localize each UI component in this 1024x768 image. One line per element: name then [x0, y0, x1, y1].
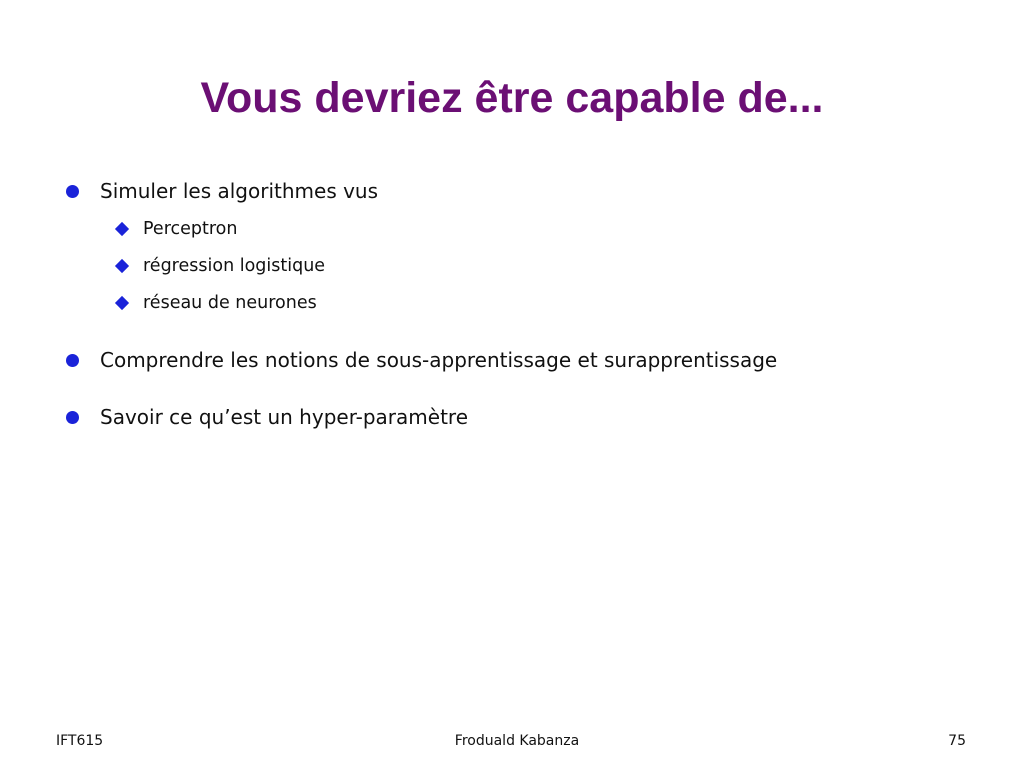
bullet-item: [66, 176, 378, 206]
sub-bullet-item: [115, 216, 237, 242]
sub-bullet-text: régression logistique: [143, 256, 326, 276]
diamond-icon: [115, 259, 129, 273]
diamond-icon: [115, 222, 129, 236]
bullet-item: [66, 402, 468, 432]
bullet-text: Savoir ce qu’est un hyper-paramètre: [100, 405, 468, 429]
footer-author: Froduald Kabanza: [454, 733, 580, 749]
bullet-text: Comprendre les notions de sous-apprentissage et surapprentissage: [100, 348, 778, 372]
sub-bullet-text: réseau de neurones: [143, 293, 317, 313]
bullet-circle-icon: [66, 354, 79, 367]
slide-title: Vous devriez être capable de...: [200, 74, 824, 122]
sub-bullet-text: Perceptron: [143, 219, 238, 239]
footer-course: IFT615: [56, 733, 104, 749]
sub-bullet-item: [115, 290, 317, 316]
bullet-item: [66, 345, 777, 375]
bullet-circle-icon: [66, 411, 79, 424]
diamond-icon: [115, 296, 129, 310]
bullet-text: Simuler les algorithmes vus: [100, 179, 379, 203]
bullet-circle-icon: [66, 185, 79, 198]
sub-bullet-item: [115, 253, 325, 279]
footer-page-number: 75: [948, 733, 966, 749]
